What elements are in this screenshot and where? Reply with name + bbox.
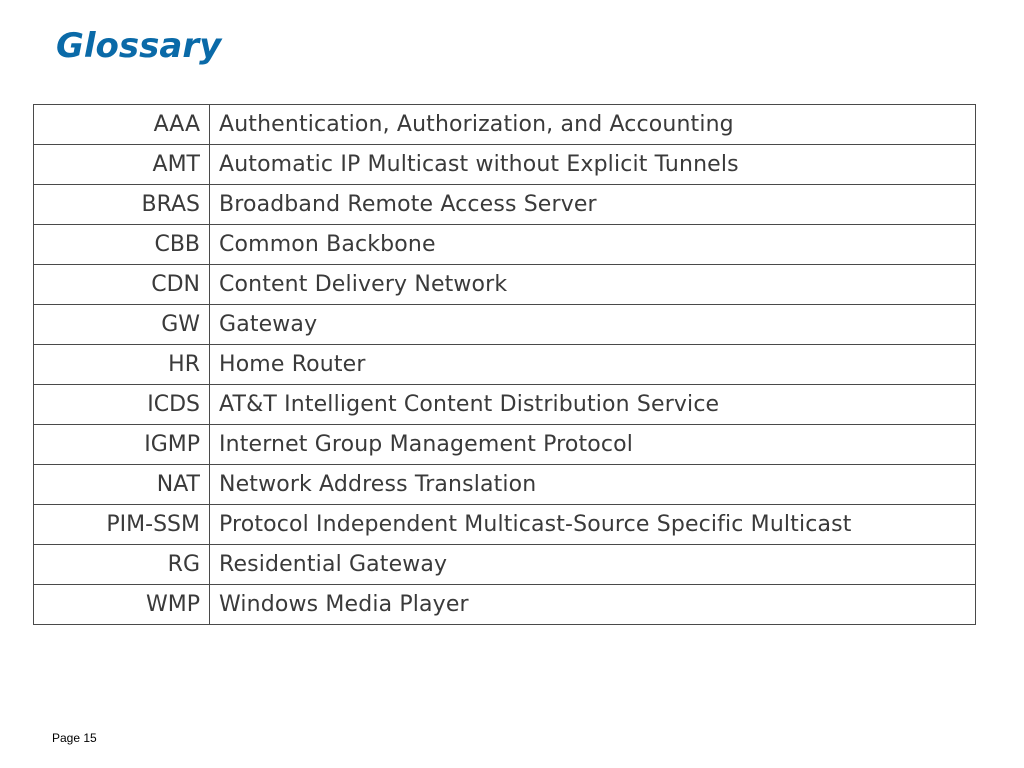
glossary-table-body [34,105,976,625]
abbreviation-cell: AMT [34,145,210,185]
table-row [34,345,976,385]
abbreviation-cell: PIM-SSM [34,505,210,545]
table-row [34,145,976,185]
definition-cell: Content Delivery Network [210,265,976,305]
abbreviation-cell: GW [34,305,210,345]
abbreviation-cell: HR [34,345,210,385]
definition-cell: Internet Group Management Protocol [210,425,976,465]
table-row [34,505,976,545]
table-row [34,225,976,265]
definition-cell: Windows Media Player [210,585,976,625]
page-number: Page 15 [52,731,97,745]
definition-cell: Home Router [210,345,976,385]
definition-cell: Broadband Remote Access Server [210,185,976,225]
table-row [34,185,976,225]
table-row [34,545,976,585]
table-row [34,305,976,345]
definition-cell: AT&T Intelligent Content Distribution Service [210,385,976,425]
definition-cell: Gateway [210,305,976,345]
abbreviation-cell: CDN [34,265,210,305]
abbreviation-cell: ICDS [34,385,210,425]
table-row [34,585,976,625]
table-row [34,465,976,505]
abbreviation-cell: WMP [34,585,210,625]
glossary-table [33,104,976,625]
page-title: Glossary [56,26,222,66]
table-row [34,385,976,425]
abbreviation-cell: IGMP [34,425,210,465]
definition-cell: Automatic IP Multicast without Explicit Tunnels [210,145,976,185]
definition-cell: Network Address Translation [210,465,976,505]
table-row [34,425,976,465]
abbreviation-cell: BRAS [34,185,210,225]
table-row [34,265,976,305]
table-row [34,105,976,145]
definition-cell: Common Backbone [210,225,976,265]
abbreviation-cell: CBB [34,225,210,265]
abbreviation-cell: RG [34,545,210,585]
definition-cell: Residential Gateway [210,545,976,585]
abbreviation-cell: AAA [34,105,210,145]
abbreviation-cell: NAT [34,465,210,505]
definition-cell: Protocol Independent Multicast-Source Specific Multicast [210,505,976,545]
definition-cell: Authentication, Authorization, and Accounting [210,105,976,145]
